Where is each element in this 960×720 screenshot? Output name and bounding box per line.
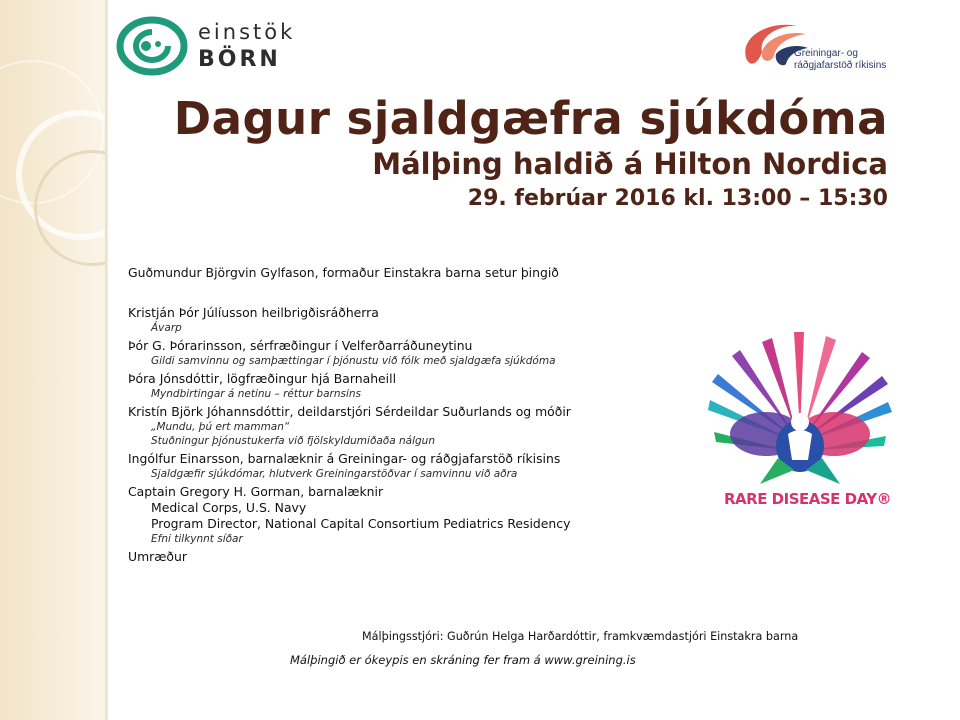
program-item-opening: Guðmundur Björgvin Gylfason, formaður Einstakra barna setur þingið — [128, 265, 559, 280]
registration-note: Málþingið er ókeypis en skráning fer fram á www.greining.is — [290, 653, 636, 667]
einstok-born-logo — [116, 16, 295, 76]
program-item-topic: Sjaldgæfir sjúkdómar, hlutverk Greiningarstöðvar í samvinnu við aðra — [151, 468, 518, 480]
program-item-topic: Gildi samvinnu og samþættingar í þjónustu við fólk með sjaldgæfa sjúkdóma — [151, 355, 556, 367]
einstok-born-logo-icon — [116, 16, 188, 76]
program-item-discussion: Umræður — [128, 549, 187, 564]
event-date: 29. febrúar 2016 kl. 13:00 – 15:30 — [467, 186, 888, 211]
program-item-speaker: Kristján Þór Júlíusson heilbrigðisráðherra — [128, 305, 379, 320]
program-item-affiliation: Program Director, National Capital Consortium Pediatrics Residency — [151, 516, 571, 531]
program-item-speaker: Captain Gregory H. Gorman, barnalæknir — [128, 484, 384, 499]
program-item-topic: Efni tilkynnt síðar — [151, 533, 243, 545]
einstok-logo-line2: BÖRN — [198, 46, 281, 72]
hands-icon — [700, 330, 900, 490]
rare-disease-day-label: RARE DISEASE DAY® — [724, 490, 892, 508]
program-item-topic: Myndbirtingar á netinu – réttur barnsins — [151, 388, 361, 400]
program-item-affiliation: Medical Corps, U.S. Navy — [151, 500, 307, 515]
program-item-topic: Stuðningur þjónustukerfa við fjölskyldumiðaða nálgun — [151, 435, 435, 447]
moderator-line: Málþingsstjóri: Guðrún Helga Harðardóttir, framkvæmdastjóri Einstakra barna — [362, 630, 799, 643]
decorative-side-band — [0, 0, 108, 720]
greining-logo-line2: ráðgjafarstöð ríkisins — [794, 60, 887, 71]
page-subtitle: Málþing haldið á Hilton Nordica — [372, 147, 888, 181]
page-title: Dagur sjaldgæfra sjúkdóma — [173, 92, 888, 145]
program-item-speaker: Kristín Björk Jóhannsdóttir, deildarstjóri Sérdeildar Suðurlands og móðir — [128, 404, 571, 419]
program-item-topic: „Mundu, þú ert mamman“ — [151, 421, 290, 433]
band-edge — [105, 0, 108, 720]
program-item-speaker: Þóra Jónsdóttir, lögfræðingur hjá Barnaheill — [128, 371, 397, 386]
program-item-speaker: Þór G. Þórarinsson, sérfræðingur í Velferðarráðuneytinu — [128, 338, 473, 353]
rare-disease-day-logo — [700, 330, 900, 520]
program-item-topic: Ávarp — [151, 322, 182, 334]
greiningarstod-logo — [736, 18, 926, 78]
program-list — [128, 265, 688, 565]
einstok-logo-line1: einstök — [198, 19, 296, 44]
program-item-speaker: Ingólfur Einarsson, barnalæknir á Greiningar- og ráðgjafarstöð ríkisins — [128, 451, 561, 466]
greining-logo-line1: Greiningar- og — [794, 48, 858, 59]
title-block — [173, 92, 888, 211]
